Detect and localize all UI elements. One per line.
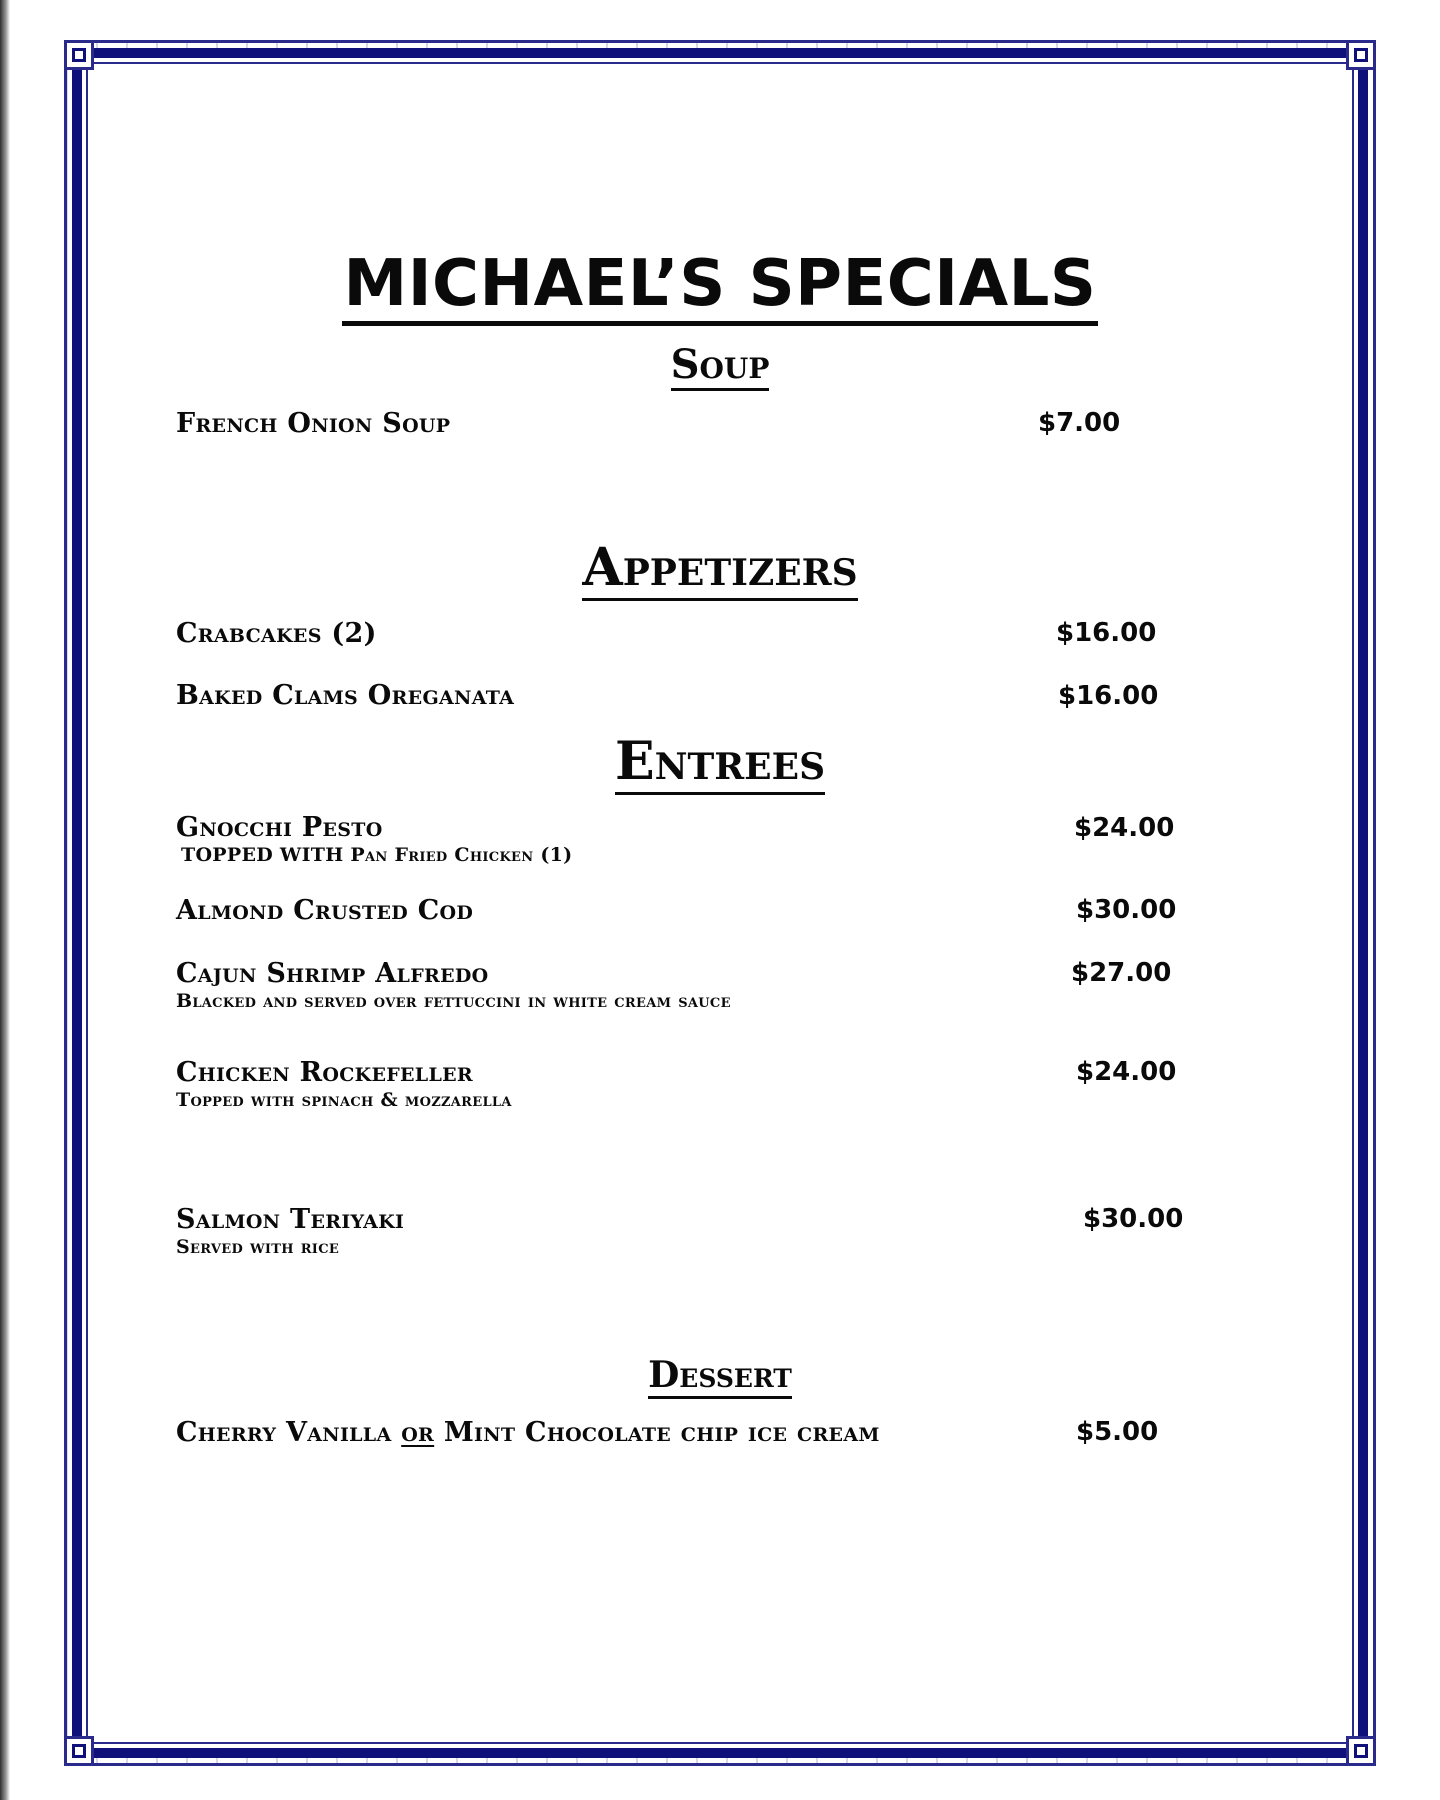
menu-item-price: $24.00 [1074, 813, 1175, 843]
menu-item-price: $16.00 [1056, 618, 1157, 648]
menu-item-description: Served with rice [176, 1236, 340, 1258]
menu-item-name: Salmon Teriyaki [176, 1204, 405, 1235]
section-heading-appetizers [0, 536, 1440, 600]
menu-title-text: MICHAEL’S SPECIALS [342, 247, 1099, 326]
menu-item-name: French Onion Soup [176, 408, 451, 439]
menu-item-price: $16.00 [1058, 681, 1159, 711]
menu-item-name: Crabcakes (2) [176, 618, 377, 649]
menu-item-name-connector: or [401, 1417, 435, 1448]
menu-item-price: $7.00 [1038, 408, 1121, 438]
section-heading-text: Entrees [615, 731, 825, 795]
section-heading-text: Dessert [648, 1354, 792, 1399]
menu-item-description: Topped with spinach & mozzarella [176, 1089, 512, 1111]
menu-item-name: Chicken Rockefeller [176, 1057, 473, 1088]
section-heading-entrees [0, 730, 1440, 794]
menu-item-name-part: Cherry Vanilla [176, 1417, 392, 1448]
menu-item-price: $27.00 [1071, 958, 1172, 988]
border-corner-ornament [1346, 1736, 1376, 1766]
menu-item-description: Blacked and served over fettuccini in white cream sauce [176, 990, 731, 1012]
menu-item-price: $5.00 [1076, 1417, 1159, 1447]
border-corner-ornament [64, 40, 94, 70]
menu-item-name: Cajun Shrimp Alfredo [176, 958, 489, 989]
menu-item-name [176, 1418, 880, 1448]
menu-item-description: TOPPED WITH Pan Fried Chicken (1) [181, 844, 573, 866]
section-heading-soup [0, 340, 1440, 390]
menu-item-name-part: Mint Chocolate chip ice cream [443, 1417, 880, 1448]
section-heading-text: Soup [671, 341, 770, 391]
menu-item-price: $30.00 [1076, 895, 1177, 925]
border-corner-ornament [64, 1736, 94, 1766]
menu-item-name: Gnocchi Pesto [176, 812, 383, 843]
section-heading-dessert [0, 1352, 1440, 1398]
section-heading-text: Appetizers [582, 537, 857, 601]
menu-title [0, 244, 1440, 324]
menu-item-price: $24.00 [1076, 1057, 1177, 1087]
menu-item-name: Almond Crusted Cod [176, 895, 474, 926]
menu-item-name: Baked Clams Oreganata [176, 680, 515, 711]
menu-item-price: $30.00 [1083, 1204, 1184, 1234]
border-corner-ornament [1346, 40, 1376, 70]
